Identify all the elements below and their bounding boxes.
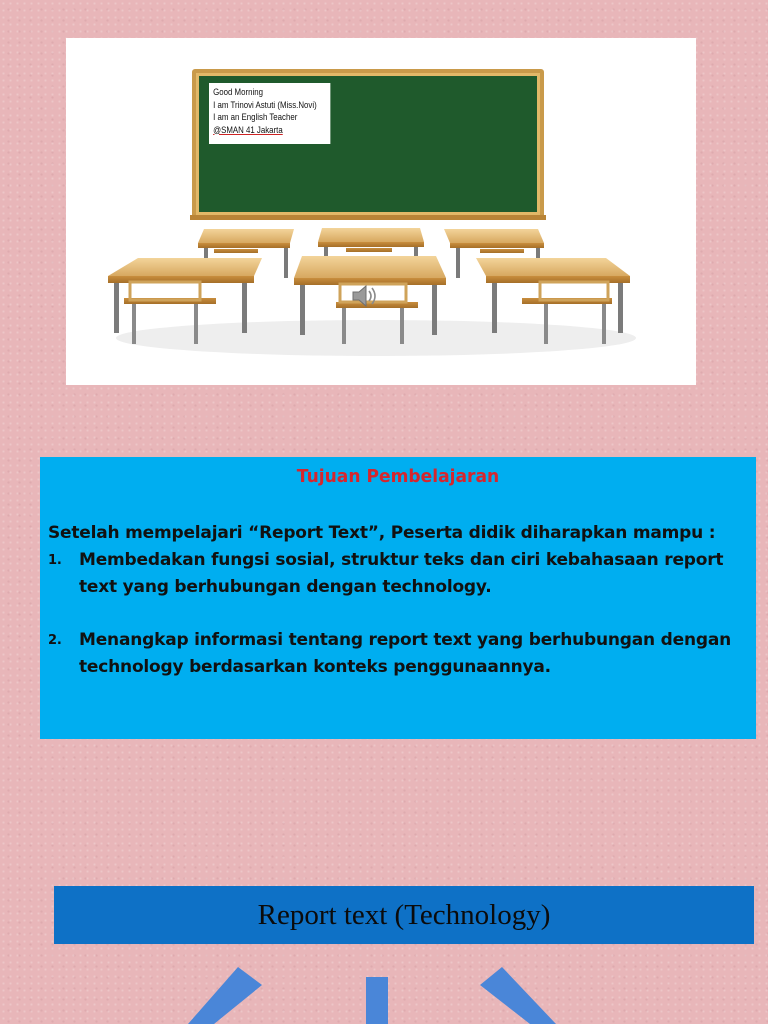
banner-title: Report text (Technology) — [257, 898, 551, 931]
objective-number: 1. — [48, 553, 62, 568]
objective-number: 2. — [48, 633, 62, 648]
arrow-left — [188, 967, 262, 1024]
speaker-icon[interactable] — [349, 281, 379, 311]
board-line: I am Trinovi Astuti (Miss.Novi) — [213, 99, 317, 111]
objectives-list — [48, 547, 748, 681]
report-text-banner — [54, 886, 754, 944]
learning-objectives-box — [40, 457, 756, 739]
board-note — [209, 83, 330, 144]
board-line: I am an English Teacher — [213, 112, 298, 123]
classroom-illustration — [66, 38, 696, 385]
objective-item — [48, 627, 748, 681]
arrow-right — [480, 967, 556, 1024]
classroom-scene — [66, 38, 696, 385]
objectives-title: Tujuan Pembelajaran — [296, 466, 500, 487]
objective-text: Membedakan fungsi sosial, struktur teks dan ciri kebahasaan report text yang berhubungan dengan technology. — [79, 550, 724, 597]
board-line: Good Morning — [213, 87, 263, 98]
arrows — [0, 955, 768, 1024]
objective-item — [48, 547, 748, 601]
objectives-intro: Setelah mempelajari “Report Text”, Peserta didik diharapkan mampu : — [48, 523, 716, 543]
arrow-middle — [366, 977, 388, 1024]
objective-text: Menangkap informasi tentang report text yang berhubungan dengan technology berdasarkan konteks penggunaannya. — [79, 630, 732, 677]
board-line: @SMAN 41 Jakarta — [213, 124, 283, 136]
